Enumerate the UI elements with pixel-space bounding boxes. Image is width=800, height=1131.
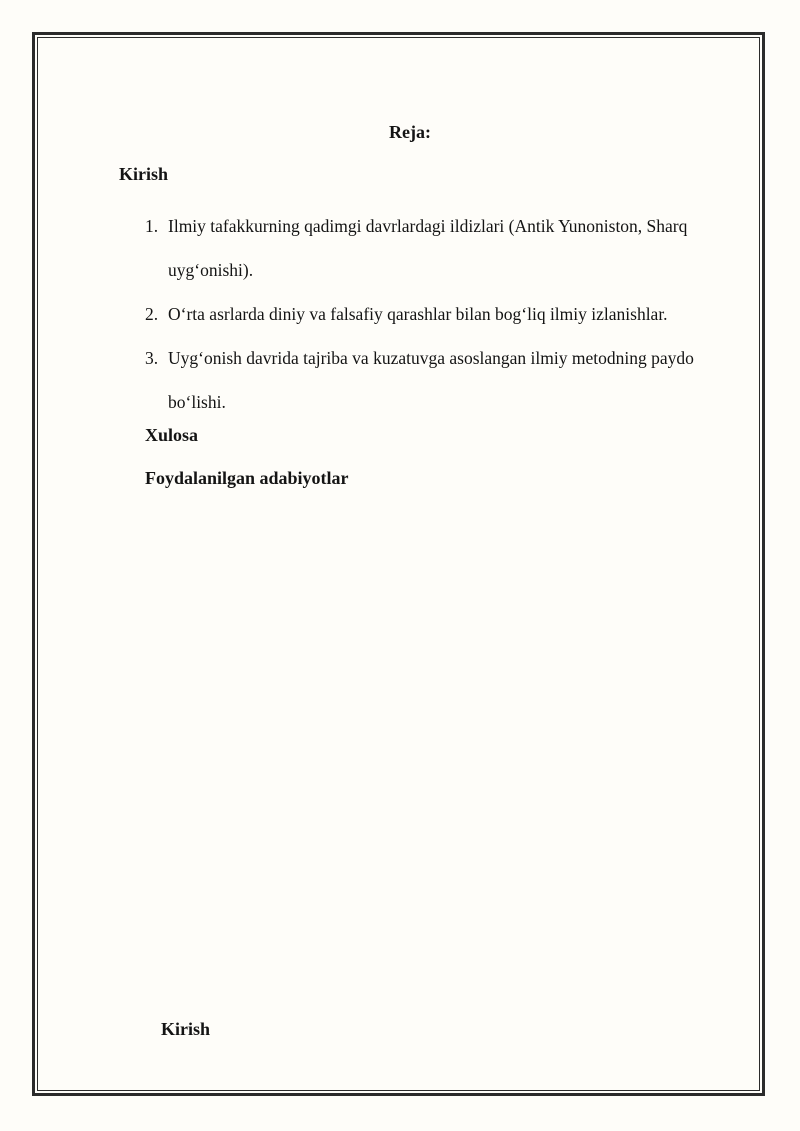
next-section-heading: Kirish [161,1019,211,1039]
page-border-inner [37,37,760,1091]
plan-item-number: 3. [145,348,159,368]
plan-item-number: 1. [145,216,159,236]
plan-item-2 [145,292,735,336]
conclusion-heading: Xulosa [145,425,199,445]
plan-item-number: 2. [145,304,159,324]
references-heading: Foydalanilgan adabiyotlar [145,468,349,488]
plan-item-3 [145,336,735,424]
plan-item-text: Uyg‘onish davrida tajriba va kuzatuvga asoslangan ilmiy metodning paydo bo‘lishi. [168,348,694,412]
plan-item-1 [145,204,735,292]
plan-item-text: Ilmiy tafakkurning qadimgi davrlardagi ildizlari (Antik Yunoniston, Sharq uyg‘onishi). [168,216,688,280]
plan-item-text: O‘rta asrlarda diniy va falsafiy qarashlar bilan bog‘liq ilmiy izlanishlar. [168,304,668,324]
plan-list [145,204,735,424]
intro-heading: Kirish [119,164,169,184]
plan-title: Reja: [389,122,431,142]
